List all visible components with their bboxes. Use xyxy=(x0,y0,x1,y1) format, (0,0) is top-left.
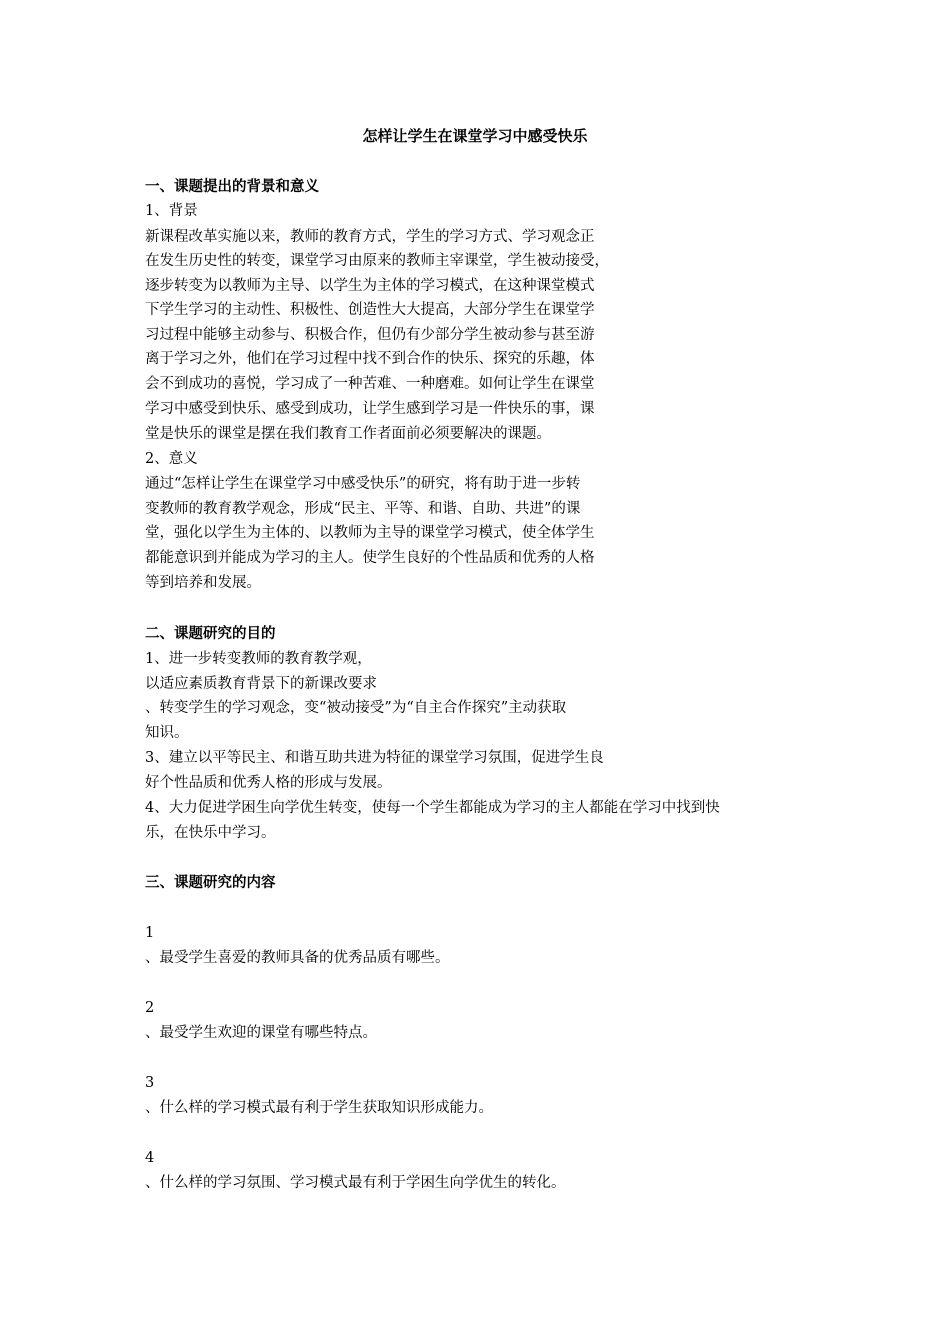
content-item-text: 、什么样的学习模式最有利于学生获取知识形成能力。 xyxy=(145,1100,493,1116)
purpose-line: 好个性品质和优秀人格的形成与发展。 xyxy=(145,775,392,791)
background-line: 学习中感受到快乐、感受到成功，让学生感到学习是一件快乐的事，课 xyxy=(145,401,595,417)
background-line: 离于学习之外，他们在学习过程中找不到合作的快乐、探究的乐趣，体 xyxy=(145,351,595,367)
section1-sub2-label: 2、意义 xyxy=(145,451,198,467)
background-line: 新课程改革实施以来，教师的教育方式，学生的学习方式、学习观念正 xyxy=(145,229,595,245)
background-line: 堂是快乐的课堂是摆在我们教育工作者面前必须要解决的课题。 xyxy=(145,426,551,442)
content-item-number: 1 xyxy=(145,925,155,941)
significance-line: 堂，强化以学生为主体的、以教师为主导的课堂学习模式，使全体学生 xyxy=(145,525,595,541)
significance-line: 等到培养和发展。 xyxy=(145,575,261,591)
significance-line: 都能意识到并能成为学习的主人。使学生良好的个性品质和优秀的人格 xyxy=(145,550,595,566)
content-item-number: 2 xyxy=(145,1000,155,1016)
significance-line: 通过“怎样让学生在课堂学习中感受快乐”的研究，将有助于进一步转 xyxy=(145,476,581,492)
background-line: 下学生学习的主动性、积极性、创造性大大提高，大部分学生在课堂学 xyxy=(145,302,595,318)
purpose-line: 、转变学生的学习观念，变“被动接受”为“自主合作探究”主动获取 xyxy=(145,700,567,716)
content-item-number: 4 xyxy=(145,1150,155,1166)
purpose-line: 知识。 xyxy=(145,725,189,741)
purpose-line: 乐，在快乐中学习。 xyxy=(145,825,276,841)
purpose-line: 4、大力促进学困生向学优生转变，使每一个学生都能成为学习的主人都能在学习中找到快 xyxy=(145,800,720,816)
section1-heading: 一、课题提出的背景和意义 xyxy=(145,179,319,195)
content-item-number: 3 xyxy=(145,1075,155,1091)
background-line: 在发生历史性的转变，课堂学习由原来的教师主宰课堂，学生被动接受， xyxy=(145,253,609,269)
content-item-text: 、最受学生欢迎的课堂有哪些特点。 xyxy=(145,1025,377,1041)
significance-line: 变教师的教育教学观念，形成“民主、平等、和谐、自助、共进”的课 xyxy=(145,501,581,517)
content-item-text: 、什么样的学习氛围、学习模式最有利于学困生向学优生的转化。 xyxy=(145,1175,566,1191)
purpose-line: 3、建立以平等民主、和谐互助共进为特征的课堂学习氛围，促进学生良 xyxy=(145,750,604,766)
purpose-line: 以适应素质教育背景下的新课改要求 xyxy=(145,676,377,692)
content-item-text: 、最受学生喜爱的教师具备的优秀品质有哪些。 xyxy=(145,950,450,966)
document-title: 怎样让学生在课堂学习中感受快乐 xyxy=(362,127,588,145)
background-line: 会不到成功的喜悦，学习成了一种苦难、一种磨难。如何让学生在课堂 xyxy=(145,376,595,392)
section2-heading: 二、课题研究的目的 xyxy=(145,626,276,642)
purpose-line: 1、进一步转变教师的教育教学观， xyxy=(145,651,372,667)
section3-heading: 三、课题研究的内容 xyxy=(145,875,276,891)
background-line: 习过程中能够主动参与、积极合作，但仍有少部分学生被动参与甚至游 xyxy=(145,327,595,343)
section1-sub1-label: 1、背景 xyxy=(145,203,198,219)
background-line: 逐步转变为以教师为主导、以学生为主体的学习模式，在这种课堂模式 xyxy=(145,278,595,294)
